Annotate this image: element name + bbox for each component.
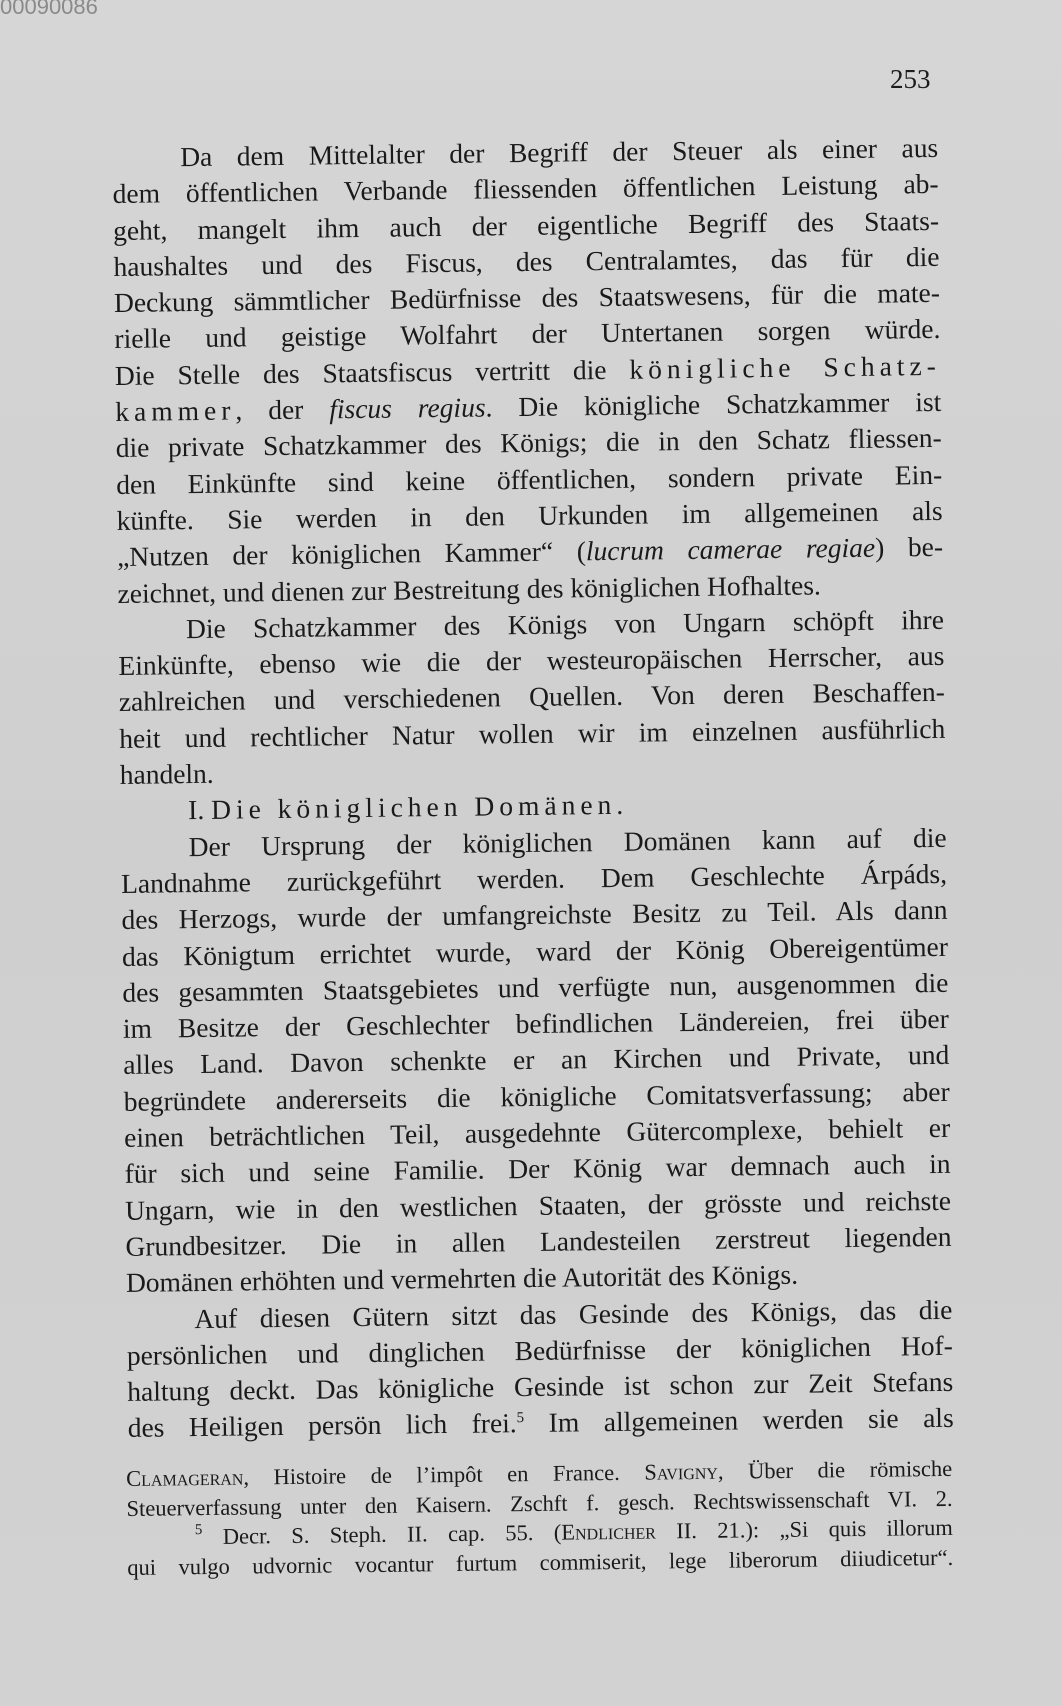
- section-title: Die königlichen Domänen.: [210, 789, 629, 826]
- text-line: handeln.: [119, 757, 214, 790]
- text-line: rielle und geistige Wolfahrt der Untertanen sorgen würde.: [114, 313, 941, 355]
- text-line: des Herzogs, wurde der umfangreichste Besitz zu Teil. Als dann: [121, 894, 948, 936]
- text-run: , Histoire de l’impôt en France.: [243, 1459, 645, 1490]
- latin-term: fiscus regius: [329, 391, 486, 425]
- text-line: Domänen erhöhten und vermehrten die Autorität des Königs.: [125, 1258, 799, 1299]
- text-line: Einkünfte, ebenso wie die der westeuropäischen Herrscher, aus: [118, 640, 945, 682]
- text-line: haltung deckt. Das königliche Gesinde ist schon zur Zeit Stefans: [127, 1365, 954, 1407]
- text-line: dem öffentlichen Verbande fliessenden öffentlichen Leistung ab-: [112, 168, 939, 210]
- text-line: Landnahme zurückgeführt werden. Dem Geschlechte Árpáds,: [120, 857, 948, 899]
- text-run: , der: [235, 393, 330, 426]
- text-line: heit und rechtlicher Natur wollen wir im einzelnen ausführlich: [119, 712, 946, 754]
- text-line: künfte. Sie werden in den Urkunden im allgemeinen als: [116, 494, 943, 536]
- text-run: „Nutzen der königlichen Kammer“ (: [116, 535, 587, 573]
- footnote-line: qui vulgo udvornic vocantur furtum commiserit, lege liberorum diiudicetur“.: [127, 1544, 954, 1580]
- text-run: II. 21.): „Si quis illorum: [655, 1514, 953, 1544]
- author-name: Endlicher: [561, 1518, 657, 1545]
- section-numeral: I.: [188, 794, 212, 826]
- text-line: begründete andererseits die königliche Comitatsverfassung; aber: [123, 1075, 950, 1117]
- text-line: für sich und seine Familie. Der König war demnach auch in: [124, 1148, 951, 1190]
- text-run: Die Stelle des Staatsfiscus vertritt die: [114, 353, 630, 391]
- text-line: zahlreichen und verschiedenen Quellen. Von deren Beschaffen-: [118, 676, 945, 718]
- text-run: . Die königliche Schatzkammer ist: [485, 385, 942, 423]
- author-name: Savigny: [644, 1458, 719, 1485]
- text-line: die private Schatzkammer des Königs; die in den Schatz fliessen-: [115, 422, 942, 464]
- footnotes: [126, 1454, 953, 1582]
- page-number: 253: [890, 64, 931, 94]
- emphasized-term: kammer: [115, 394, 236, 428]
- text-line: geht, mangelt ihm auch der eigentliche Begriff des Staats-: [112, 204, 940, 246]
- text-line: Die Schatzkammer des Königs von Ungarn schöpft ihre: [185, 603, 945, 644]
- text-line: im Besitze der Geschlechter befindlichen Ländereien, frei über: [122, 1002, 949, 1045]
- text-run: ) be-: [874, 531, 944, 563]
- text-line: zeichnet, und dienen zur Bestreitung des königlichen Hofhaltes.: [117, 568, 822, 609]
- text-line: das Königtum errichtet wurde, ward der König Obereigentümer: [121, 930, 949, 972]
- text-run: Decr. S. Steph. II. cap. 55. (: [202, 1519, 562, 1550]
- text-line: Deckung sämmtlicher Bedürfnisse des Staatswesens, für die mate-: [113, 277, 941, 319]
- body-text: [112, 130, 954, 1447]
- text-line: alles Land. Davon schenkte er an Kirchen und Private, und: [123, 1039, 950, 1081]
- footnote-marker: 5: [194, 1522, 203, 1539]
- text-line: haushaltes und des Fiscus, des Centralamtes, das für die: [113, 240, 940, 282]
- text-run: Im allgemeinen werden sie als: [523, 1402, 954, 1439]
- text-line: Grundbesitzer. Die in allen Landesteilen zerstreut liegenden: [125, 1220, 952, 1262]
- emphasized-term: königliche Schatz-: [629, 349, 942, 385]
- text-line: Da dem Mittelalter der Begriff der Steuer als einer aus: [180, 131, 939, 173]
- author-name: Clamageran: [126, 1464, 244, 1491]
- text-run: , Über die römische: [717, 1455, 953, 1484]
- text-line: Ungarn, wie in den westlichen Staaten, der grösste und reichste: [124, 1184, 952, 1226]
- latin-term: lucrum camerae regiae: [585, 531, 876, 567]
- footnote-ref: 5: [516, 1410, 525, 1427]
- text-line: des gesammten Staatsgebietes und verfügte nun, ausgenommen die: [122, 966, 949, 1008]
- text-line: den Einkünfte sind keine öffentlichen, sondern private Ein-: [116, 458, 943, 500]
- text-line: persönlichen und dinglichen Bedürfnisse der königlichen Hof-: [126, 1329, 953, 1371]
- footnote-line: Steuerverfassung unter den Kaisern. Zschft f. gesch. Rechtswissenschaft VI. 2.: [126, 1485, 953, 1521]
- text-line: Der Ursprung der königlichen Domänen kann auf die: [188, 821, 947, 862]
- scan-id-label: 00090086: [0, 0, 98, 19]
- text-run: des Heiligen persön lich frei.: [127, 1407, 517, 1444]
- text-line: Auf diesen Gütern sitzt das Gesinde des Königs, das die: [194, 1293, 953, 1334]
- text-line: einen beträchtlichen Teil, ausgedehnte Gütercomplexe, behielt er: [123, 1111, 951, 1153]
